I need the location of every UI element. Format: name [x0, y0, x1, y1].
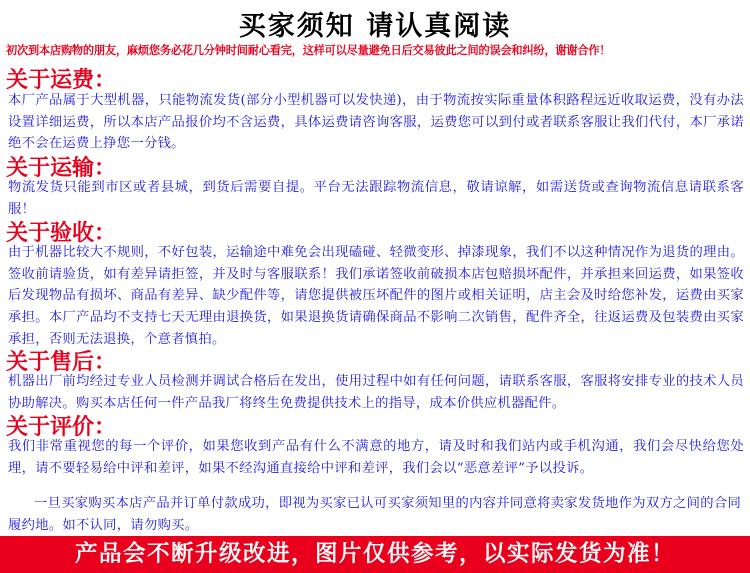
body-transport: 物流发货只能到市区或者县城，到货后需要自提。平台无法跟踪物流信息，敬请谅解，如需送货或查询物流信息请联系客服！ — [8, 180, 744, 217]
closing-statement: 一旦买家购买本店产品并订单付款成功，即视为买家已认可买家须知里的内容并同意将卖家发货地作为双方之间的合同履约地。如不认同，请勿购买。 — [8, 496, 742, 533]
heading-inspection: 关于验收： — [6, 220, 117, 246]
heading-shipping-fee: 关于运费： — [6, 67, 117, 93]
notice-banner: 产品会不断升级改进，图片仅供参考，以实际发货为准！ — [0, 536, 750, 573]
heading-transport: 关于运输： — [6, 155, 117, 181]
body-inspection: 由于机器比较大不规则，不好包装，运输途中难免会出现磕碰、轻微变形、掉漆现象，我们不以这种情况作为退货的理由。签收前请验货，如有差异请拒签，并及时与客服联系！我们承诺签收前破损本店包赔损坏配件，并承担来回运费，如果签收后发现物品有损坏、商品有差异、缺少配件等，请您提供被压坏配件的图片或相关证明，店主会及时给您补发，运费由买家承担。本厂产品均不支持七天无理由退换货，如果退换货请确保商品不影响二次销售，配件齐全，往返运费及包装费由买家承担，否则无法退换，个意者慎拍。 — [8, 245, 744, 347]
page-title: 买家须知 请认真阅读 — [238, 11, 512, 42]
body-reviews: 我们非常重视您的每一个评价，如果您收到产品有什么不满意的地方，请及时和我们站内或手机沟通，我们会尽快给您处理，请不要轻易给中评和差评，如果不经沟通直接给中评和差评，我们会以“恶意差评”予以投诉。 — [8, 439, 744, 476]
body-shipping-fee: 本厂产品属于大型机器，只能物流发货(部分小型机器可以发快递)，由于物流按实际重量体积路程远近收取运费，没有办法设置详细运费，所以本店产品报价均不含运费，具体运费请咨询客服，运费您可以到付或者联系客服让我们代付，本厂承诺绝不会在运费上挣您一分钱。 — [8, 93, 744, 152]
body-after-sales: 机器出厂前均经过专业人员检测并调试合格后在发出，使用过程中如有任何问题，请联系客服，客服将安排专业的技术人员协助解决。购买本店任何一件产品我厂将终生免费提供技术上的指导，成本价供应机器配件。 — [8, 374, 744, 411]
heading-after-sales: 关于售后： — [6, 349, 117, 375]
heading-reviews: 关于评价： — [6, 414, 117, 440]
intro-notice: 初次到本店购物的朋友，麻烦您务必花几分钟时间耐心看完，这样可以尽量避免日后交易彼此之间的误会和纠纷，谢谢合作！ — [6, 43, 611, 57]
